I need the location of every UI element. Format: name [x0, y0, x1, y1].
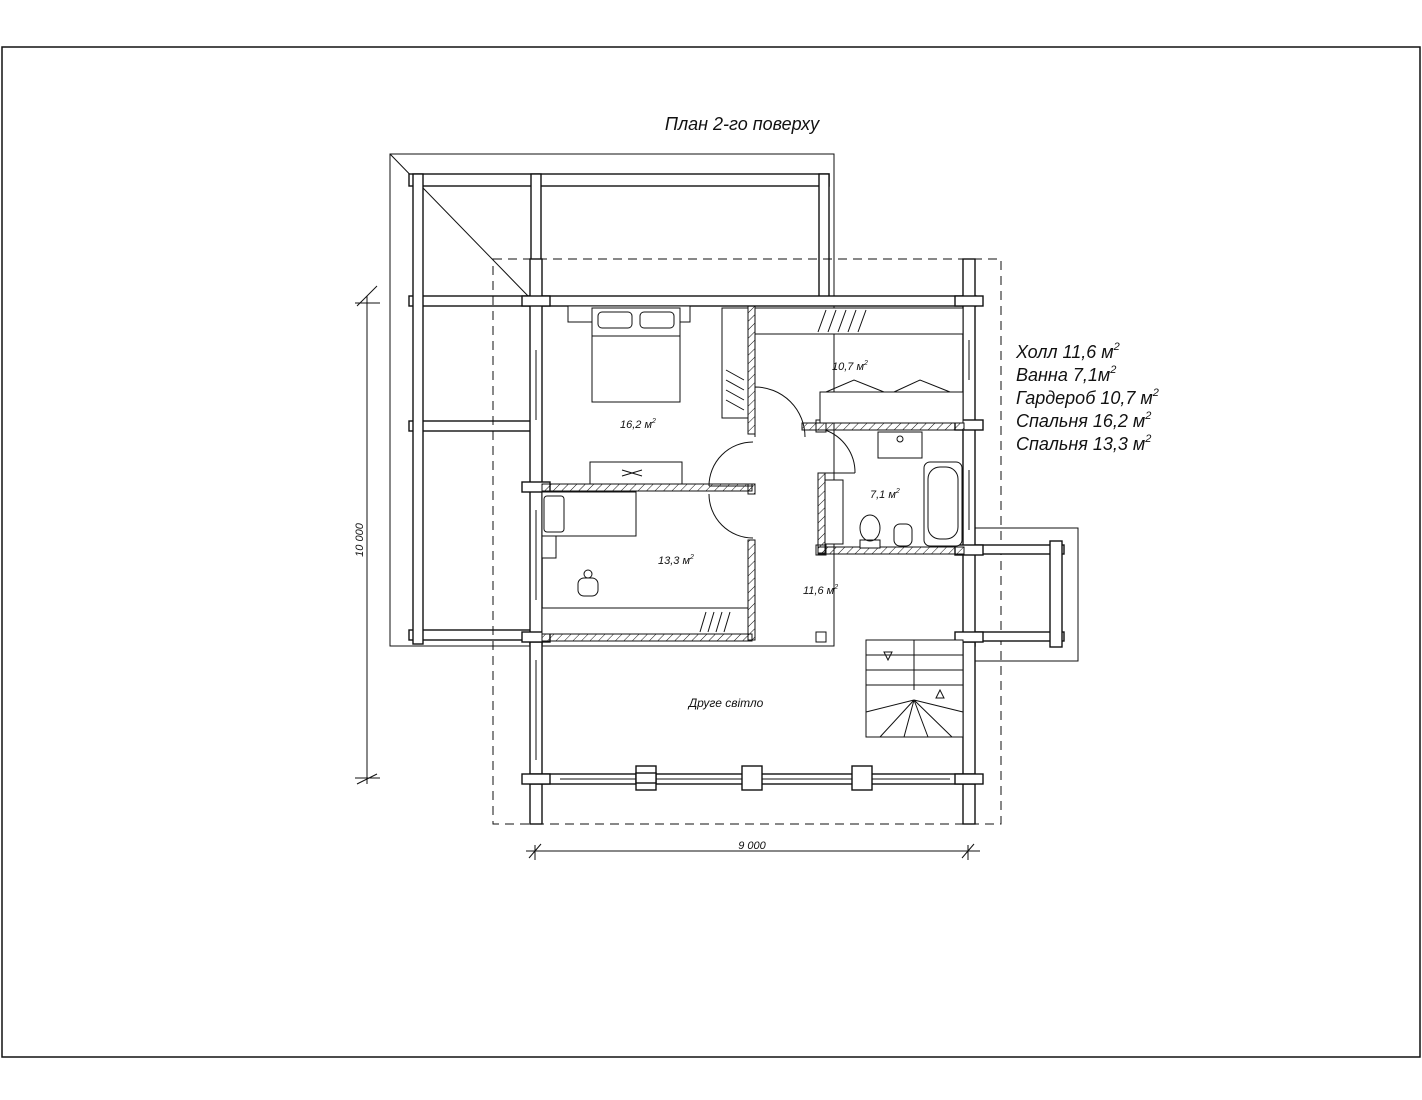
room-label-bedroom-small: 13,3 $м^2$: [658, 554, 694, 567]
bed-double: [568, 306, 690, 484]
legend-hall: Холл 11,6 $м^2$: [1016, 341, 1120, 362]
plan-title: План 2-го поверху: [664, 114, 820, 134]
area-legend: [1015, 341, 1159, 454]
sheet-frame: [2, 47, 1420, 1057]
legend-bedroom-large: Спальня 16,2 $м^2$: [1016, 410, 1152, 431]
bed-single-desk: [542, 492, 748, 634]
room-label-bedroom-large: 16,2 $м^2$: [620, 418, 656, 431]
staircase: [866, 640, 963, 737]
legend-wardrobe: Гардероб 10,7 $м^2$: [1016, 387, 1159, 408]
wardrobe-closet: [722, 308, 748, 418]
balcony: [968, 528, 1078, 661]
width-dimension-label: 9 000: [738, 840, 766, 852]
room-label-hall: 11,6 $м^2$: [803, 584, 839, 597]
room-label-second-light: Друге світло: [688, 696, 764, 710]
legend-bath: Ванна $7,1м^2$: [1016, 364, 1117, 385]
height-dimension-label: 10 000: [354, 523, 366, 557]
room-label-wardrobe: 10,7 $м^2$: [832, 360, 868, 373]
legend-bedroom-small: Спальня 13,3 $м^2$: [1016, 433, 1152, 454]
room-label-bath: 7,1 $м^2$: [870, 488, 900, 501]
